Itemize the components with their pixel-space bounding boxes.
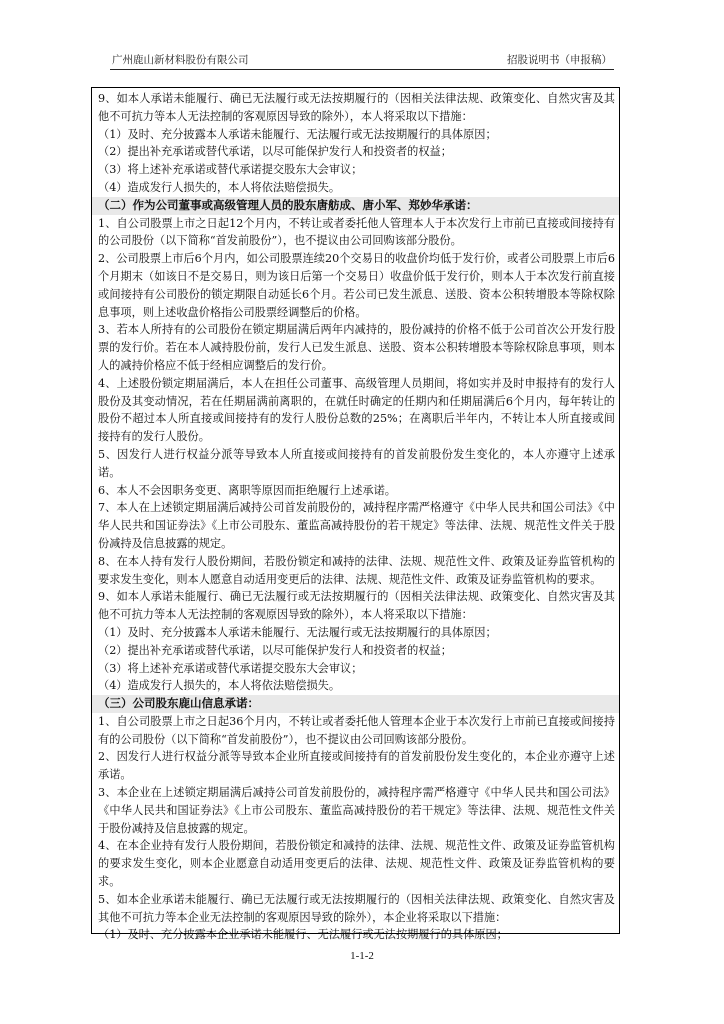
paragraph: 8、在本人持有发行人股份期间，若股份锁定和减持的法律、法规、规范性文件、政策及证券监管机构的要求发生变化，则本人愿意自动适用变更后的法律、法规、规范性文件、政策及证券监管机构的要求。 <box>98 554 615 586</box>
paragraph: （3）将上述补充承诺或替代承诺提交股东大会审议； <box>98 661 363 675</box>
paragraph: （4）造成发行人损失的，本人将依法赔偿损失。 <box>98 679 341 693</box>
header-divider <box>110 69 614 70</box>
paragraph: （1）及时、充分披露本人承诺未能履行、无法履行或无法按期履行的具体原因； <box>98 127 497 141</box>
paragraph: （2）提出补充承诺或替代承诺，以尽可能保护发行人和投资者的权益； <box>98 145 452 159</box>
paragraph: 4、在本企业持有发行人股份期间，若股份锁定和减持的法律、法规、规范性文件、政策及证券监管机构的要求发生变化，则本企业愿意自动适用变更后的法律、法规、规范性文件、政策及证券监管机构的要求。 <box>98 839 615 889</box>
paragraph: 5、因发行人进行权益分派等导致本人所直接或间接持有的首发前股份发生变化的，本人亦遵守上述承诺。 <box>98 447 615 479</box>
paragraph: 1、自公司股票上市之日起36个月内，不转让或者委托他人管理本企业于本次发行上市前已直接或间接持有的公司股份（以下简称“首发前股份”），也不提议由公司回购该部分股份。 <box>98 714 615 746</box>
paragraph: 3、本企业在上述锁定期届满后减持公司首发前股份的，减持程序需严格遵守《中华人民共和国公司法》《中华人民共和国证券法》《上市公司股东、董监高减持股份的若干规定》等法律、法规、规范性文件关于股份减持及信息披露的规定。 <box>98 786 615 835</box>
page-number: 1-1-2 <box>350 950 374 962</box>
section-heading: （二）作为公司董事或高级管理人员的股东唐舫成、唐小军、郑妙华承诺： <box>92 197 619 215</box>
paragraph: 7、本人在上述锁定期届满后减持公司首发前股份的，减持程序需严格遵守《中华人民共和国公司法》《中华人民共和国证券法》《上市公司股东、董监高减持股份的若干规定》等法律、法规、规范性文件关于股份减持及信息披露的规定。 <box>98 501 615 550</box>
header-document-type: 招股说明书（申报稿） <box>507 54 612 66</box>
paragraph: 9、如本人承诺未能履行、确已无法履行或无法按期履行的（因相关法律法规、政策变化、自然灾害及其他不可抗力等本人无法控制的客观原因导致的除外），本人将采取以下措施： <box>98 590 615 622</box>
paragraph: （1）及时、充分披露本企业承诺未能履行、无法履行或无法按期履行的具体原因； <box>98 928 508 942</box>
paragraph: 4、上述股份锁定期届满后，本人在担任公司董事、高级管理人员期间，将如实并及时申报持有的发行人股份及其变动情况，若在任期届满前离职的，在就任时确定的任期内和任期届满后6个月内，每年转让的股份不超过本人所直接或间接持有的发行人股份总数的25%；在离职后半年内，不转让本人所直接或间接持有的发行人股份。 <box>98 376 615 444</box>
paragraph: 1、自公司股票上市之日起12个月内，不转让或者委托他人管理本人于本次发行上市前已直接或间接持有的公司股份（以下简称“首发前股份”），也不提议由公司回购该部分股份。 <box>98 216 615 248</box>
paragraph: （1）及时、充分披露本人承诺未能履行、无法履行或无法按期履行的具体原因； <box>98 625 497 639</box>
page-header <box>110 52 614 70</box>
section-heading: （三）公司股东鹿山信息承诺： <box>92 695 619 713</box>
paragraph: 9、如本人承诺未能履行、确已无法履行或无法按期履行的（因相关法律法规、政策变化、自然灾害及其他不可抗力等本人无法控制的客观原因导致的除外），本人将采取以下措施： <box>98 92 615 123</box>
commitment-text-box <box>91 87 620 942</box>
paragraph: 5、如本企业承诺未能履行、确已无法履行或无法按期履行的（因相关法律法规、政策变化、自然灾害及其他不可抗力等本企业无法控制的客观原因导致的除外），本企业将采取以下措施： <box>98 892 615 924</box>
paragraph: 3、若本人所持有的公司股份在锁定期届满后两年内减持的，股份减持的价格不低于公司首次公开发行股票的发行价。若在本人减持股份前，发行人已发生派息、送股、资本公积转增股本等除权除息事项，则本人的减持价格应不低于经相应调整后的发行价。 <box>98 323 615 372</box>
header-company-name: 广州鹿山新材料股份有限公司 <box>112 54 249 66</box>
paragraph: 2、因发行人进行权益分派等导致本企业所直接或间接持有的首发前股份发生变化的，本企业亦遵守上述承诺。 <box>98 750 615 782</box>
paragraph: 2、公司股票上市后6个月内，如公司股票连续20个交易日的收盘价均低于发行价，或者公司股票上市后6个月期末（如该日不是交易日，则为该日后第一个交易日）收盘价低于发行价，则本人于本次发行前直接或间接持有公司股份的锁定期限自动延长6个月。若公司已发生派息、送股、资本公积转增股本等除权除息事项，则上述收盘价格指公司股票经调整后的价格。 <box>98 252 615 319</box>
paragraph: 6、本人不会因职务变更、离职等原因而拒绝履行上述承诺。 <box>98 483 396 497</box>
paragraph: （2）提出补充承诺或替代承诺，以尽可能保护发行人和投资者的权益； <box>98 643 452 657</box>
paragraph: （4）造成发行人损失的，本人将依法赔偿损失。 <box>98 180 341 194</box>
paragraph: （3）将上述补充承诺或替代承诺提交股东大会审议； <box>98 163 363 177</box>
